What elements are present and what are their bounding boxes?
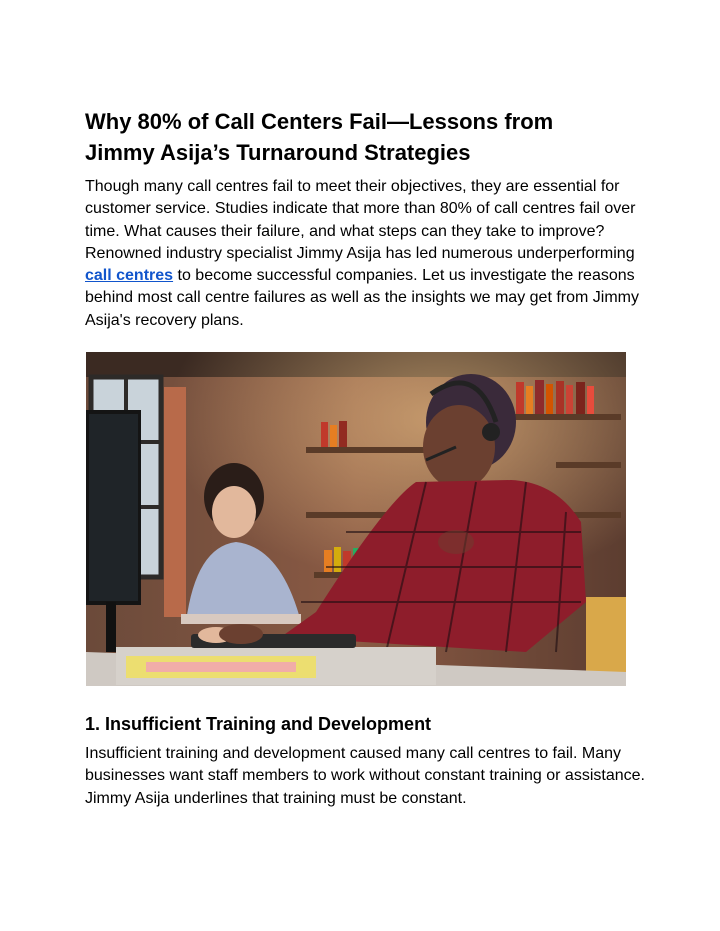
title-line-1: Why 80% of Call Centers Fail—Lessons from (85, 109, 554, 134)
intro-paragraph (85, 176, 645, 332)
title-line-2: Jimmy Asija’s Turnaround Strategies (85, 140, 471, 165)
intro-text-after-link: to become successful companies. Let us investigate the reasons behind most call centre failures as well as the insights we may get from Jimmy Asija's recovery plans. (85, 267, 639, 329)
call-centres-link[interactable]: call centres (85, 267, 174, 285)
page-title (85, 106, 645, 168)
intro-text-before-link: Though many call centres fail to meet their objectives, they are essential for customer service. Studies indicate that more than 80% of call centres fail over time. What causes their failure, and what steps can they take to improve? Renowned industry specialist Jimmy Asija has led numerous underperforming (85, 178, 636, 262)
call-center-photo (86, 352, 626, 686)
section-body: Insufficient training and development caused many call centres to fail. Many businesses want staff members to work without constant training or assistance. Jimmy Asija underlines that training must be constant. (85, 745, 645, 807)
section-heading: 1. Insufficient Training and Development (85, 714, 432, 734)
